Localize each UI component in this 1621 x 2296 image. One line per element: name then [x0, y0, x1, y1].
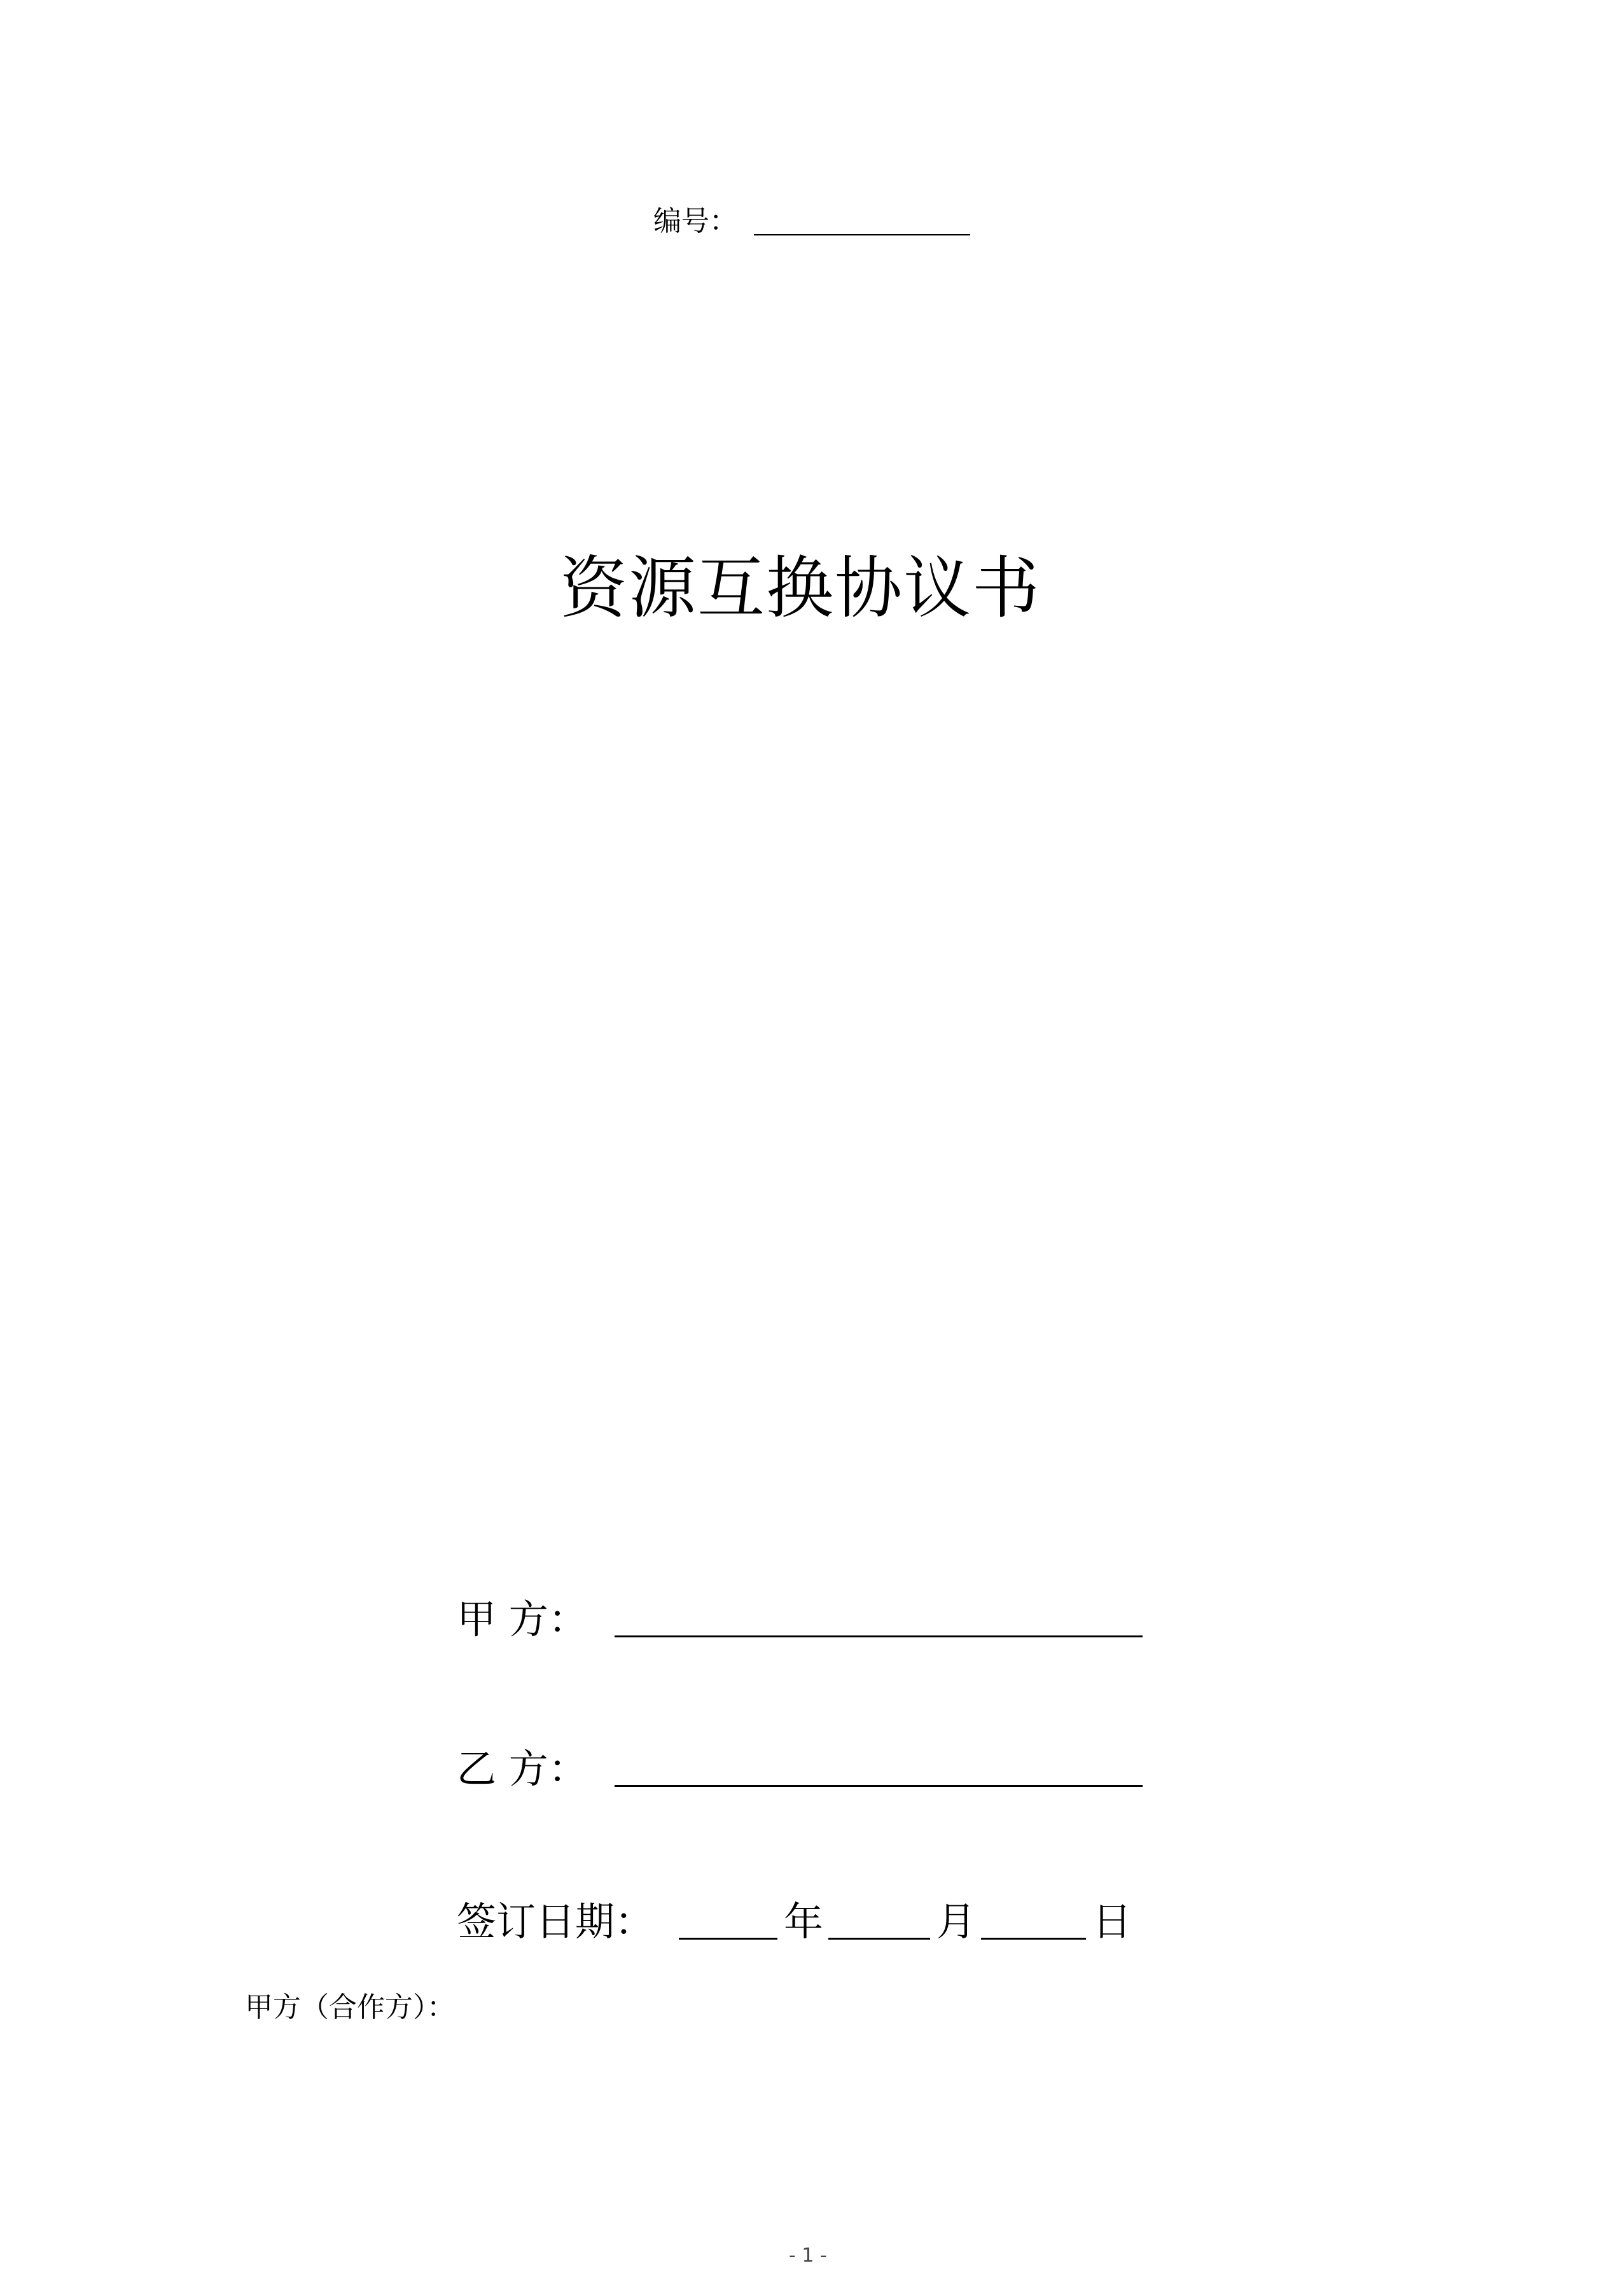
page-number: - 1 - [789, 2244, 827, 2267]
party-a-cooperator-label: 甲方（合作方）： [245, 1991, 455, 2024]
party-b-label: 乙 方： [457, 1746, 588, 1792]
day-label: 日 [1092, 1898, 1132, 1945]
sign-day-blank[interactable] [981, 1938, 1086, 1940]
party-b-blank[interactable] [615, 1785, 1143, 1787]
party-a-blank[interactable] [615, 1635, 1143, 1637]
document-number-blank[interactable] [754, 234, 970, 235]
year-label: 年 [784, 1898, 824, 1945]
month-label: 月 [936, 1898, 977, 1945]
sign-year-blank[interactable] [679, 1938, 777, 1940]
sign-date-label: 签订日期： [457, 1898, 655, 1945]
document-number-label: 编号： [653, 205, 737, 237]
document-title: 资源互换协议书 [560, 549, 1041, 627]
party-a-label: 甲 方： [457, 1596, 588, 1642]
sign-month-blank[interactable] [828, 1938, 930, 1940]
